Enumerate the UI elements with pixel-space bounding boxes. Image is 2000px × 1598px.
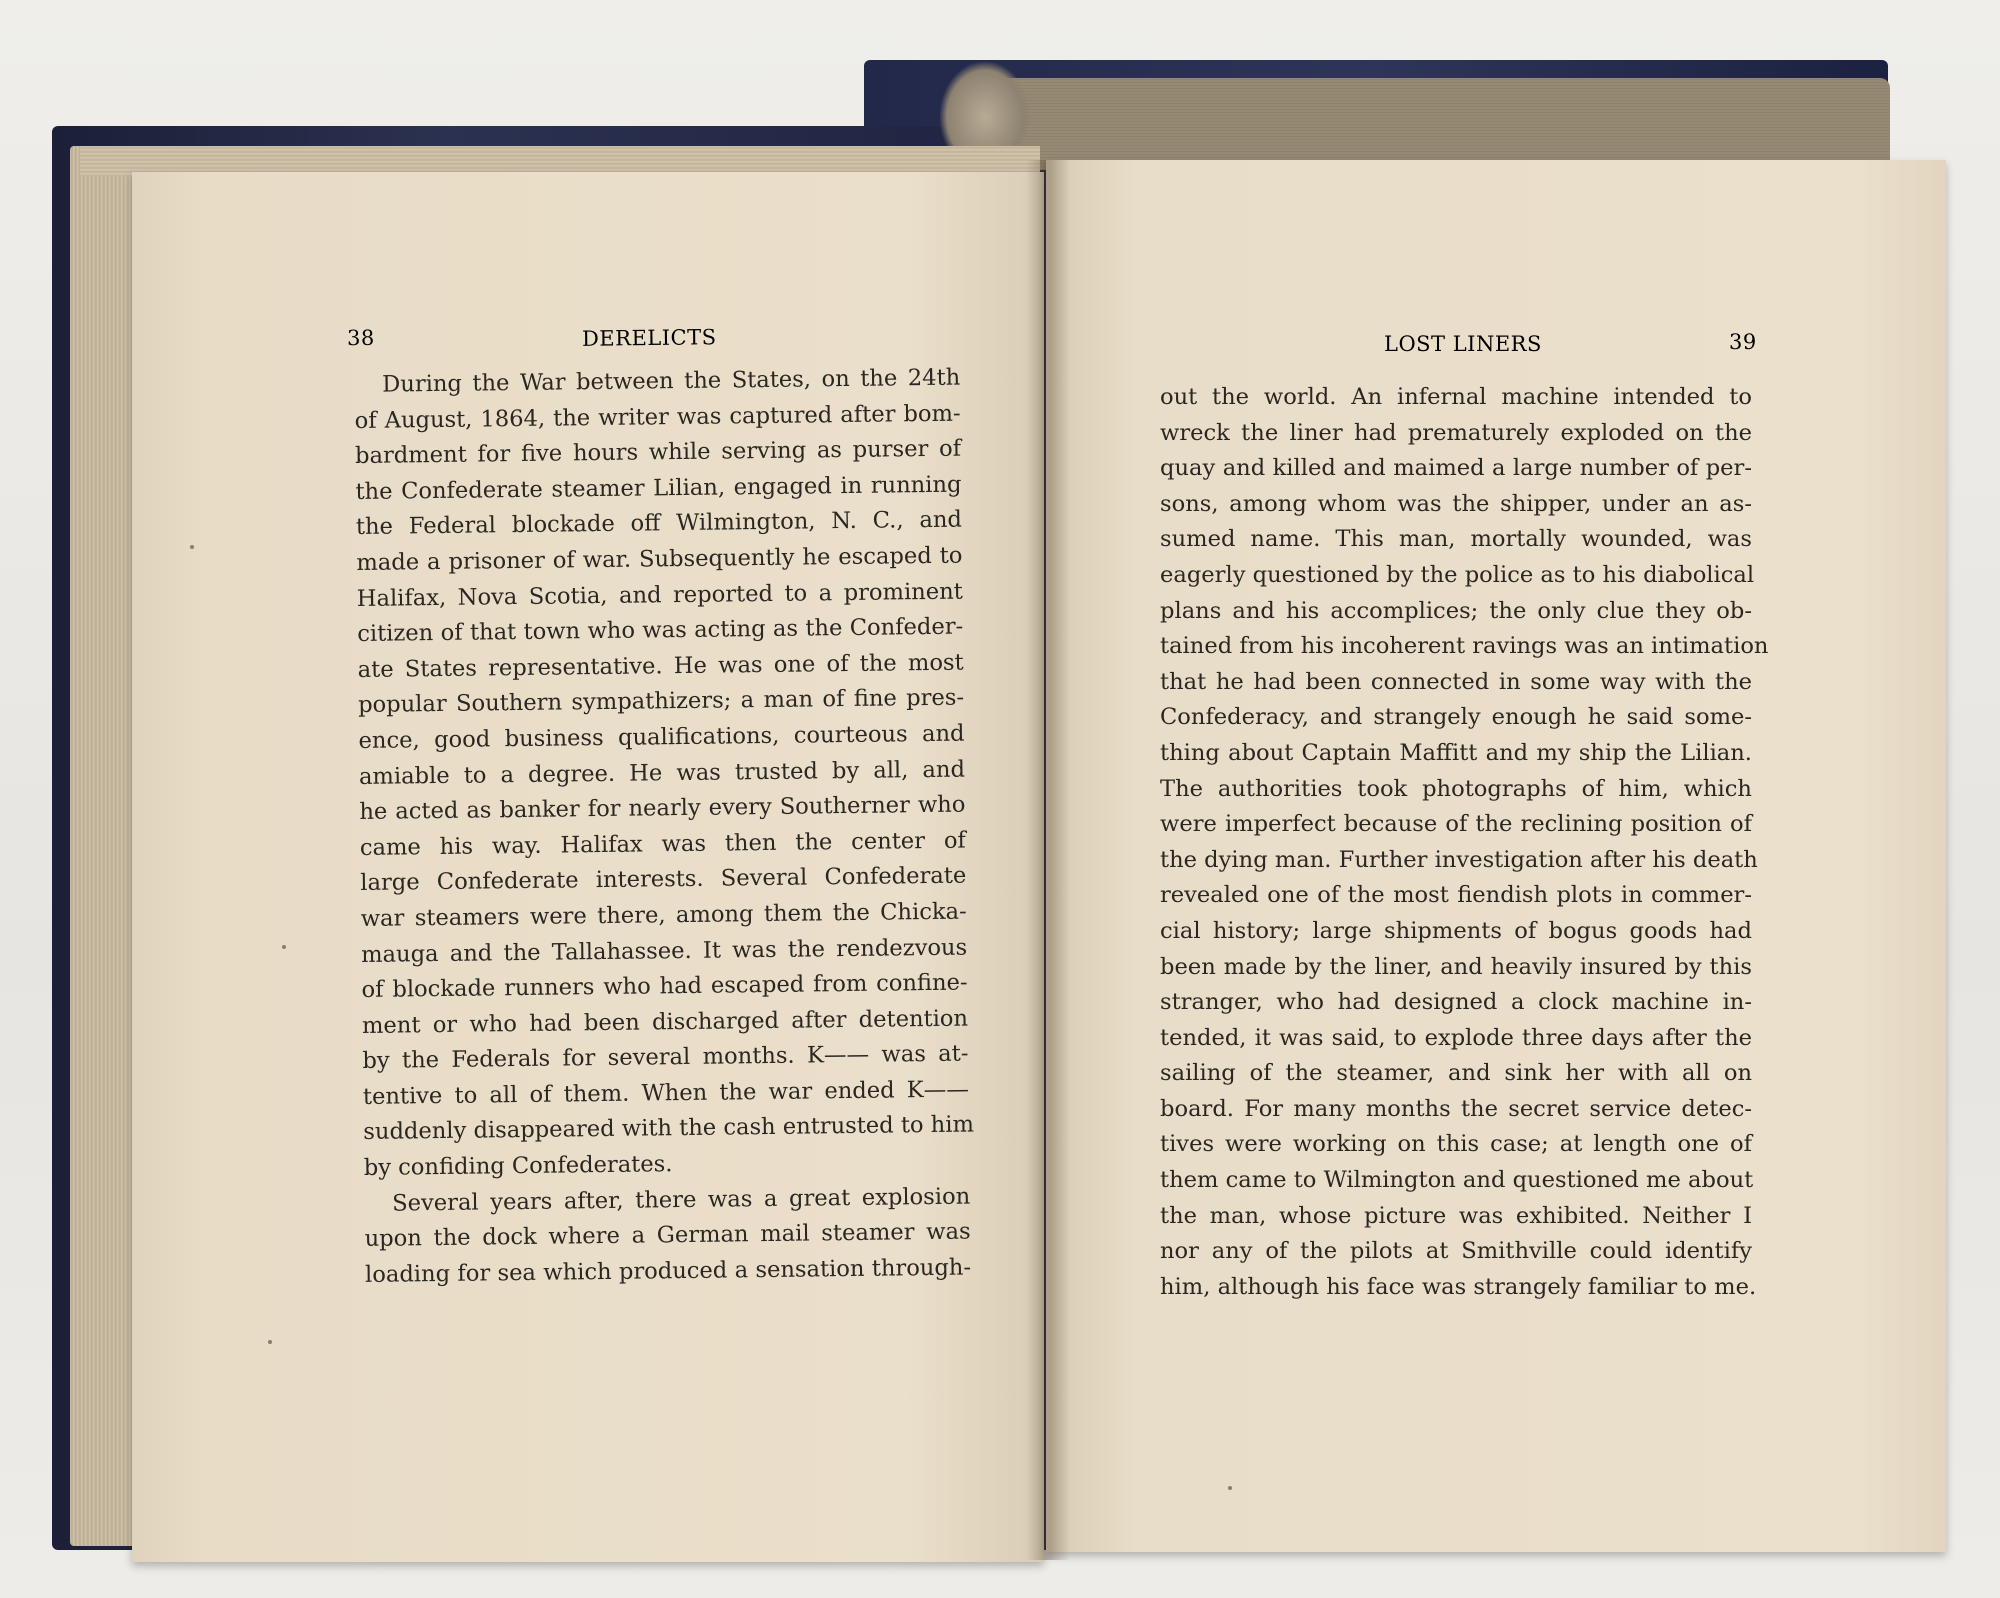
text-line: were imperfect because of the reclining position of	[1160, 811, 1752, 838]
paper-speck	[1228, 1486, 1232, 1490]
text-line: came his way. Halifax was then the center of	[359, 827, 966, 861]
text-line: ence, good business qualifications, courteous and	[358, 720, 965, 754]
text-line: tained from his incoherent ravings was an intimation	[1160, 633, 1769, 660]
text-line: eagerly questioned by the police as to his diabolical	[1160, 561, 1755, 588]
text-line: The authorities took photographs of him, which	[1160, 775, 1752, 802]
text-line: sons, among whom was the shipper, under an as-	[1160, 490, 1752, 517]
paper-speck	[268, 1340, 272, 1344]
text-line: wreck the liner had prematurely exploded on the	[1160, 419, 1752, 446]
text-line: suddenly disappeared with the cash entrusted to him	[363, 1111, 975, 1146]
text-line: popular Southern sympathizers; a man of fine pres-	[357, 684, 965, 719]
paper-speck	[282, 945, 286, 949]
text-line: them came to Wilmington and questioned me about	[1160, 1167, 1754, 1194]
text-line: revealed one of the most fiendish plots in commer-	[1160, 882, 1752, 909]
running-title-left: DERELICTS	[581, 325, 717, 351]
text-line: thing about Captain Maffitt and my ship the Lilian.	[1160, 739, 1752, 766]
text-line: Confederacy, and strangely enough he said some-	[1160, 704, 1752, 731]
page-edges-top-right	[960, 78, 1890, 170]
running-title-right: LOST LINERS	[1384, 332, 1542, 356]
book-gutter	[1026, 160, 1070, 1560]
text-line: sumed name. This man, mortally wounded, was	[1160, 526, 1752, 553]
text-line: tentive to all of them. When the war ended K——	[362, 1076, 970, 1110]
text-line: board. For many months the secret service detec-	[1160, 1095, 1752, 1122]
page-number-left: 38	[346, 325, 375, 351]
text-line: mauga and the Tallahassee. It was the rendezvous	[361, 934, 968, 968]
text-line: upon the dock where a German mail steamer was	[364, 1218, 971, 1253]
text-line: of blockade runners who had escaped from confine-	[361, 969, 968, 1004]
text-line: amiable to a degree. He was trusted by all, and	[358, 756, 966, 790]
text-line: sailing of the steamer, and sink her with all on	[1160, 1060, 1752, 1087]
text-line: out the world. An infernal machine intended to	[1160, 384, 1752, 410]
text-line: bardment for five hours while serving as purser of	[354, 435, 962, 470]
text-line: of August, 1864, the writer was captured after bom-	[354, 400, 961, 434]
text-line: During the War between the States, on the 24th	[382, 364, 961, 398]
paper-speck	[190, 545, 194, 549]
text-line: citizen of that town who was acting as the Confeder-	[357, 613, 964, 648]
page-number-right: 39	[1729, 330, 1757, 354]
left-page-body	[354, 361, 975, 1294]
text-line: loading for sea which produced a sensation through-	[364, 1254, 972, 1288]
text-line: tives were working on this case; at length one of	[1160, 1131, 1752, 1158]
text-line: by confiding Confederates.	[363, 1151, 673, 1182]
text-line: the Confederate steamer Lilian, engaged in running	[355, 471, 962, 505]
text-line: ate States representative. He was one of the most	[357, 649, 964, 683]
text-line: cial history; large shipments of bogus goods had	[1160, 917, 1752, 944]
text-line: by the Federals for several months. K—— was at-	[362, 1040, 969, 1075]
text-line: tended, it was said, to explode three days after the	[1160, 1024, 1752, 1051]
text-line: that he had been connected in some way with the	[1160, 668, 1752, 695]
text-line: been made by the liner, and heavily insured by this	[1160, 953, 1752, 980]
text-line: the Federal blockade off Wilmington, N. C., and	[355, 506, 963, 541]
text-line: quay and killed and maimed a large number of per-	[1160, 455, 1752, 482]
text-line: the dying man. Further investigation after his death	[1160, 846, 1758, 873]
text-line: him, although his face was strangely familiar to me.	[1160, 1273, 1757, 1300]
text-line: nor any of the pilots at Smithville could identify	[1160, 1238, 1752, 1265]
text-line: Several years after, there was a great explosion	[392, 1183, 971, 1217]
text-line: Halifax, Nova Scotia, and reported to a prominent	[356, 578, 963, 612]
text-line: war steamers were there, among them the Chicka-	[360, 898, 967, 932]
text-line: the man, whose picture was exhibited. Neither I	[1160, 1202, 1752, 1229]
text-line: made a prisoner of war. Subsequently he escaped to	[356, 542, 963, 576]
text-line: ment or who had been discharged after detention	[361, 1005, 969, 1039]
text-line: he acted as banker for nearly every Southerner who	[359, 791, 966, 826]
text-line: stranger, who had designed a clock machine in-	[1160, 989, 1752, 1016]
text-line: large Confederate interests. Several Confederate	[360, 862, 967, 897]
text-line: plans and his accomplices; the only clue they ob-	[1160, 597, 1752, 624]
right-page-body	[1160, 380, 1769, 1305]
